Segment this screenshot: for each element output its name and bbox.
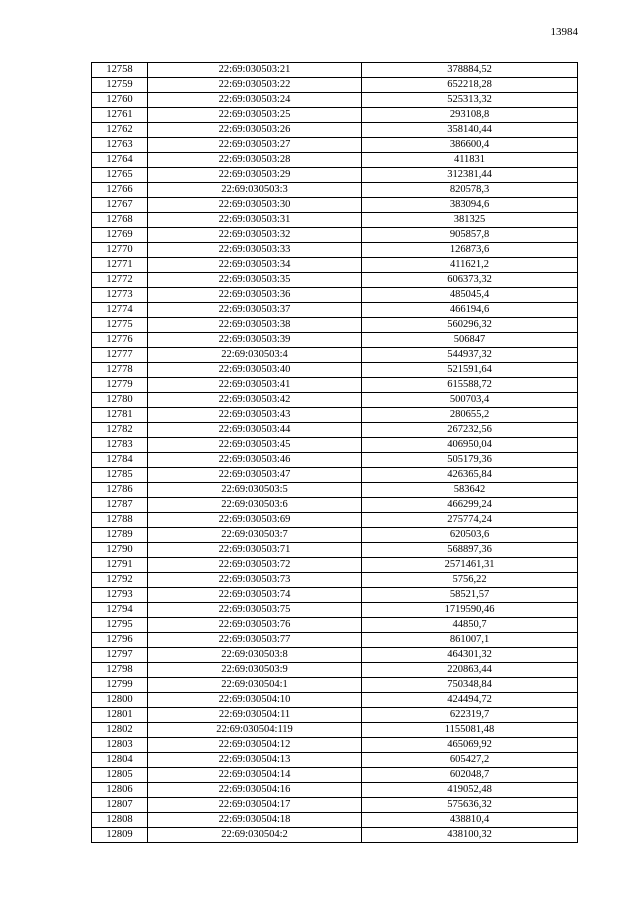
- cadastral-number-cell: 22:69:030503:5: [148, 483, 362, 498]
- cadastral-number-cell: 22:69:030503:42: [148, 393, 362, 408]
- table-row: [92, 798, 578, 813]
- value-cell: 44850,7: [362, 618, 578, 633]
- table-row: [92, 93, 578, 108]
- value-cell: 652218,28: [362, 78, 578, 93]
- value-cell: 126873,6: [362, 243, 578, 258]
- cadastral-number-cell: 22:69:030503:31: [148, 213, 362, 228]
- value-cell: 820578,3: [362, 183, 578, 198]
- cadastral-number-cell: 22:69:030503:9: [148, 663, 362, 678]
- table-row: [92, 768, 578, 783]
- value-cell: 466194,6: [362, 303, 578, 318]
- row-number-cell: 12800: [92, 693, 148, 708]
- row-number-cell: 12801: [92, 708, 148, 723]
- table-row: [92, 693, 578, 708]
- cadastral-number-cell: 22:69:030503:41: [148, 378, 362, 393]
- table-row: [92, 453, 578, 468]
- row-number-cell: 12779: [92, 378, 148, 393]
- table-row: [92, 663, 578, 678]
- cadastral-number-cell: 22:69:030503:3: [148, 183, 362, 198]
- row-number-cell: 12770: [92, 243, 148, 258]
- table-row: [92, 438, 578, 453]
- table-row: [92, 423, 578, 438]
- table-row: [92, 63, 578, 78]
- cadastral-number-cell: 22:69:030503:4: [148, 348, 362, 363]
- value-cell: 750348,84: [362, 678, 578, 693]
- cadastral-number-cell: 22:69:030503:21: [148, 63, 362, 78]
- row-number-cell: 12807: [92, 798, 148, 813]
- row-number-cell: 12798: [92, 663, 148, 678]
- cadastral-number-cell: 22:69:030503:25: [148, 108, 362, 123]
- value-cell: 378884,52: [362, 63, 578, 78]
- row-number-cell: 12790: [92, 543, 148, 558]
- table-row: [92, 258, 578, 273]
- table-row: [92, 543, 578, 558]
- row-number-cell: 12768: [92, 213, 148, 228]
- row-number-cell: 12774: [92, 303, 148, 318]
- cadastral-number-cell: 22:69:030503:8: [148, 648, 362, 663]
- table-row: [92, 498, 578, 513]
- cadastral-value-table: [91, 62, 578, 843]
- value-cell: 465069,92: [362, 738, 578, 753]
- table-row: [92, 78, 578, 93]
- cadastral-number-cell: 22:69:030503:76: [148, 618, 362, 633]
- cadastral-number-cell: 22:69:030503:35: [148, 273, 362, 288]
- table-row: [92, 378, 578, 393]
- row-number-cell: 12782: [92, 423, 148, 438]
- row-number-cell: 12791: [92, 558, 148, 573]
- row-number-cell: 12780: [92, 393, 148, 408]
- value-cell: 521591,64: [362, 363, 578, 378]
- cadastral-number-cell: 22:69:030504:119: [148, 723, 362, 738]
- value-cell: 861007,1: [362, 633, 578, 648]
- row-number-cell: 12788: [92, 513, 148, 528]
- value-cell: 411831: [362, 153, 578, 168]
- value-cell: 358140,44: [362, 123, 578, 138]
- value-cell: 505179,36: [362, 453, 578, 468]
- table-row: [92, 468, 578, 483]
- cadastral-number-cell: 22:69:030503:7: [148, 528, 362, 543]
- row-number-cell: 12777: [92, 348, 148, 363]
- cadastral-number-cell: 22:69:030503:36: [148, 288, 362, 303]
- cadastral-number-cell: 22:69:030503:33: [148, 243, 362, 258]
- row-number-cell: 12760: [92, 93, 148, 108]
- row-number-cell: 12769: [92, 228, 148, 243]
- table-row: [92, 363, 578, 378]
- cadastral-number-cell: 22:69:030503:32: [148, 228, 362, 243]
- row-number-cell: 12799: [92, 678, 148, 693]
- value-cell: 406950,04: [362, 438, 578, 453]
- row-number-cell: 12778: [92, 363, 148, 378]
- cadastral-number-cell: 22:69:030503:39: [148, 333, 362, 348]
- cadastral-number-cell: 22:69:030504:11: [148, 708, 362, 723]
- cadastral-number-cell: 22:69:030503:24: [148, 93, 362, 108]
- row-number-cell: 12785: [92, 468, 148, 483]
- row-number-cell: 12793: [92, 588, 148, 603]
- value-cell: 293108,8: [362, 108, 578, 123]
- value-cell: 525313,32: [362, 93, 578, 108]
- value-cell: 386600,4: [362, 138, 578, 153]
- cadastral-number-cell: 22:69:030503:73: [148, 573, 362, 588]
- cadastral-number-cell: 22:69:030503:29: [148, 168, 362, 183]
- table-row: [92, 678, 578, 693]
- row-number-cell: 12787: [92, 498, 148, 513]
- value-cell: 1155081,48: [362, 723, 578, 738]
- value-cell: 275774,24: [362, 513, 578, 528]
- value-cell: 615588,72: [362, 378, 578, 393]
- table-row: [92, 108, 578, 123]
- value-cell: 602048,7: [362, 768, 578, 783]
- table-row: [92, 648, 578, 663]
- table-row: [92, 393, 578, 408]
- table-row: [92, 558, 578, 573]
- table-row: [92, 513, 578, 528]
- value-cell: 280655,2: [362, 408, 578, 423]
- cadastral-number-cell: 22:69:030503:46: [148, 453, 362, 468]
- cadastral-number-cell: 22:69:030503:45: [148, 438, 362, 453]
- row-number-cell: 12781: [92, 408, 148, 423]
- row-number-cell: 12797: [92, 648, 148, 663]
- value-cell: 500703,4: [362, 393, 578, 408]
- row-number-cell: 12803: [92, 738, 148, 753]
- table-row: [92, 213, 578, 228]
- value-cell: 267232,56: [362, 423, 578, 438]
- cadastral-number-cell: 22:69:030503:26: [148, 123, 362, 138]
- row-number-cell: 12772: [92, 273, 148, 288]
- row-number-cell: 12759: [92, 78, 148, 93]
- table-row: [92, 153, 578, 168]
- cadastral-number-cell: 22:69:030503:71: [148, 543, 362, 558]
- value-cell: 419052,48: [362, 783, 578, 798]
- row-number-cell: 12763: [92, 138, 148, 153]
- row-number-cell: 12783: [92, 438, 148, 453]
- row-number-cell: 12808: [92, 813, 148, 828]
- row-number-cell: 12765: [92, 168, 148, 183]
- cadastral-number-cell: 22:69:030504:1: [148, 678, 362, 693]
- row-number-cell: 12792: [92, 573, 148, 588]
- row-number-cell: 12773: [92, 288, 148, 303]
- table-row: [92, 228, 578, 243]
- value-cell: 506847: [362, 333, 578, 348]
- row-number-cell: 12789: [92, 528, 148, 543]
- cadastral-number-cell: 22:69:030504:17: [148, 798, 362, 813]
- row-number-cell: 12795: [92, 618, 148, 633]
- table-row: [92, 528, 578, 543]
- row-number-cell: 12806: [92, 783, 148, 798]
- value-cell: 426365,84: [362, 468, 578, 483]
- cadastral-number-cell: 22:69:030503:6: [148, 498, 362, 513]
- value-cell: 575636,32: [362, 798, 578, 813]
- table-row: [92, 243, 578, 258]
- value-cell: 605427,2: [362, 753, 578, 768]
- table-row: [92, 483, 578, 498]
- cadastral-number-cell: 22:69:030503:43: [148, 408, 362, 423]
- table-row: [92, 633, 578, 648]
- value-cell: 466299,24: [362, 498, 578, 513]
- cadastral-number-cell: 22:69:030503:44: [148, 423, 362, 438]
- table-row: [92, 618, 578, 633]
- table-body: [92, 63, 578, 843]
- table-row: [92, 738, 578, 753]
- row-number-cell: 12794: [92, 603, 148, 618]
- value-cell: 438810,4: [362, 813, 578, 828]
- cadastral-number-cell: 22:69:030503:38: [148, 318, 362, 333]
- row-number-cell: 12758: [92, 63, 148, 78]
- row-number-cell: 12766: [92, 183, 148, 198]
- table-row: [92, 348, 578, 363]
- value-cell: 58521,57: [362, 588, 578, 603]
- table-row: [92, 753, 578, 768]
- value-cell: 606373,32: [362, 273, 578, 288]
- table-row: [92, 288, 578, 303]
- value-cell: 485045,4: [362, 288, 578, 303]
- table-row: [92, 708, 578, 723]
- cadastral-number-cell: 22:69:030503:30: [148, 198, 362, 213]
- cadastral-number-cell: 22:69:030503:74: [148, 588, 362, 603]
- table-row: [92, 303, 578, 318]
- value-cell: 560296,32: [362, 318, 578, 333]
- row-number-cell: 12771: [92, 258, 148, 273]
- row-number-cell: 12776: [92, 333, 148, 348]
- cadastral-number-cell: 22:69:030503:34: [148, 258, 362, 273]
- value-cell: 383094,6: [362, 198, 578, 213]
- row-number-cell: 12786: [92, 483, 148, 498]
- table-row: [92, 783, 578, 798]
- value-cell: 905857,8: [362, 228, 578, 243]
- cadastral-number-cell: 22:69:030503:69: [148, 513, 362, 528]
- cadastral-number-cell: 22:69:030503:37: [148, 303, 362, 318]
- row-number-cell: 12775: [92, 318, 148, 333]
- table-row: [92, 183, 578, 198]
- value-cell: 620503,6: [362, 528, 578, 543]
- cadastral-number-cell: 22:69:030503:22: [148, 78, 362, 93]
- value-cell: 544937,32: [362, 348, 578, 363]
- cadastral-number-cell: 22:69:030504:12: [148, 738, 362, 753]
- cadastral-number-cell: 22:69:030503:47: [148, 468, 362, 483]
- value-cell: 2571461,31: [362, 558, 578, 573]
- row-number-cell: 12761: [92, 108, 148, 123]
- table-row: [92, 333, 578, 348]
- value-cell: 1719590,46: [362, 603, 578, 618]
- row-number-cell: 12762: [92, 123, 148, 138]
- value-cell: 438100,32: [362, 828, 578, 843]
- cadastral-number-cell: 22:69:030504:16: [148, 783, 362, 798]
- row-number-cell: 12809: [92, 828, 148, 843]
- table-row: [92, 573, 578, 588]
- cadastral-number-cell: 22:69:030503:27: [148, 138, 362, 153]
- table-row: [92, 123, 578, 138]
- row-number-cell: 12804: [92, 753, 148, 768]
- table-row: [92, 138, 578, 153]
- row-number-cell: 12796: [92, 633, 148, 648]
- table-row: [92, 408, 578, 423]
- row-number-cell: 12802: [92, 723, 148, 738]
- table-row: [92, 813, 578, 828]
- cadastral-number-cell: 22:69:030504:2: [148, 828, 362, 843]
- value-cell: 464301,32: [362, 648, 578, 663]
- value-cell: 381325: [362, 213, 578, 228]
- row-number-cell: 12784: [92, 453, 148, 468]
- table-row: [92, 168, 578, 183]
- cadastral-number-cell: 22:69:030503:77: [148, 633, 362, 648]
- cadastral-number-cell: 22:69:030504:13: [148, 753, 362, 768]
- table-row: [92, 603, 578, 618]
- cadastral-number-cell: 22:69:030503:40: [148, 363, 362, 378]
- cadastral-number-cell: 22:69:030504:10: [148, 693, 362, 708]
- value-cell: 568897,36: [362, 543, 578, 558]
- value-cell: 424494,72: [362, 693, 578, 708]
- table-row: [92, 318, 578, 333]
- table-row: [92, 828, 578, 843]
- cadastral-number-cell: 22:69:030503:72: [148, 558, 362, 573]
- row-number-cell: 12764: [92, 153, 148, 168]
- value-cell: 622319,7: [362, 708, 578, 723]
- table-row: [92, 273, 578, 288]
- cadastral-number-cell: 22:69:030504:14: [148, 768, 362, 783]
- table-row: [92, 588, 578, 603]
- value-cell: 5756,22: [362, 573, 578, 588]
- row-number-cell: 12805: [92, 768, 148, 783]
- cadastral-number-cell: 22:69:030504:18: [148, 813, 362, 828]
- value-cell: 411621,2: [362, 258, 578, 273]
- table-row: [92, 198, 578, 213]
- value-cell: 583642: [362, 483, 578, 498]
- cadastral-number-cell: 22:69:030503:75: [148, 603, 362, 618]
- value-cell: 312381,44: [362, 168, 578, 183]
- table-row: [92, 723, 578, 738]
- row-number-cell: 12767: [92, 198, 148, 213]
- page-number: 13984: [550, 26, 578, 38]
- value-cell: 220863,44: [362, 663, 578, 678]
- cadastral-number-cell: 22:69:030503:28: [148, 153, 362, 168]
